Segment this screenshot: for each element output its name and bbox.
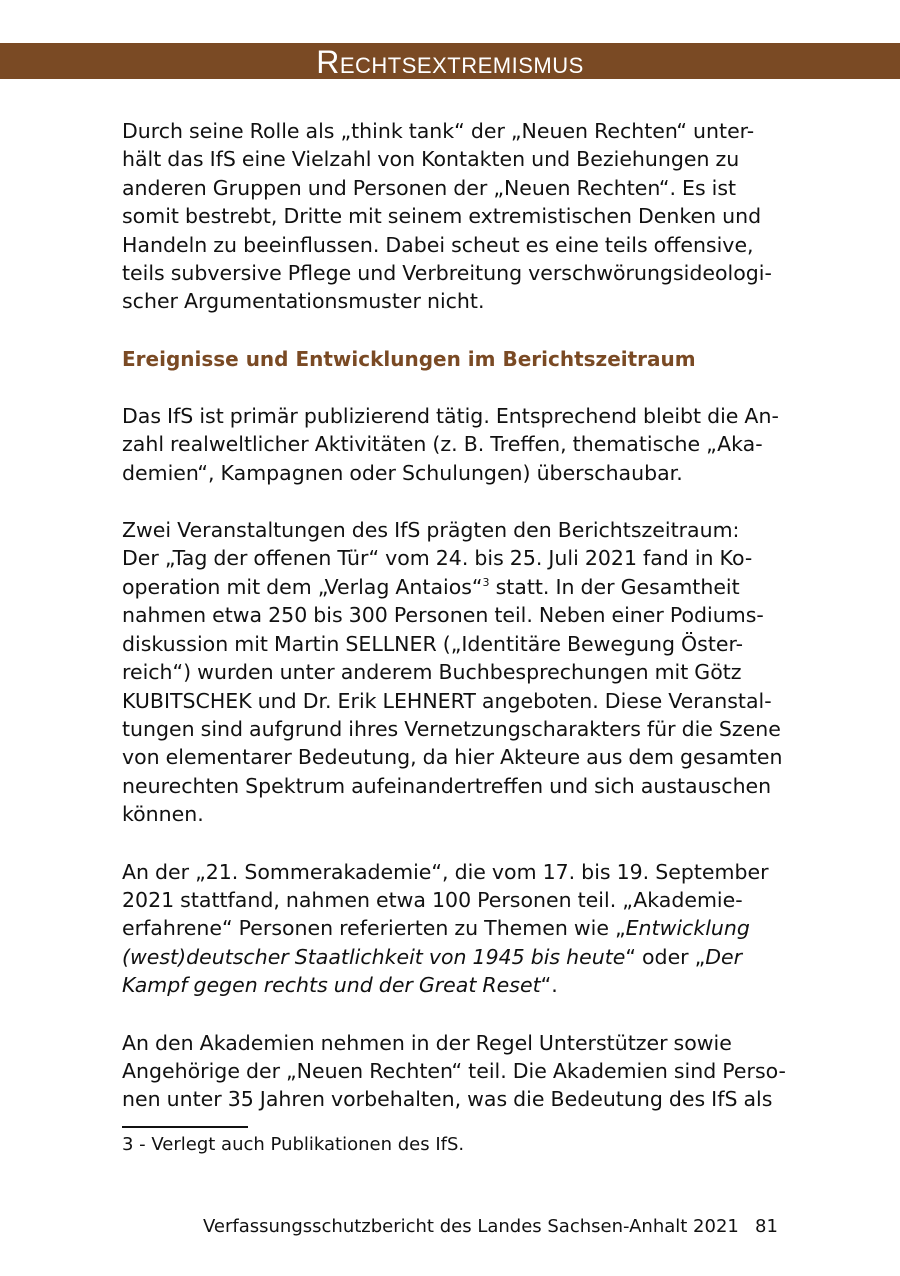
text-segment: operation mit dem „Verlag Antaios“ (122, 574, 483, 599)
text-line: hält das IfS eine Vielzahl von Kontakten und Beziehungen zu (122, 147, 740, 172)
text-line: reich“) wurden unter anderem Buchbesprechungen mit Götz (122, 660, 742, 685)
text-line: Zwei Veranstaltungen des IfS prägten den Berichtszeitraum: (122, 518, 740, 543)
text-line: Das IfS ist primär publizierend tätig. Entsprechend bleibt die An- (122, 403, 779, 428)
text-line: nen unter 35 Jahren vorbehalten, was die Bedeutung des IfS als (122, 1087, 773, 1112)
text-line: neurechten Spektrum aufeinandertreffen und sich austauschen (122, 773, 772, 798)
text-line: teils subversive Pflege und Verbreitung verschwörungsideologi- (122, 261, 772, 286)
text-segment: erfahrene“ Personen referierten zu Themen wie „ (122, 916, 626, 941)
text-line (122, 971, 782, 999)
italic-title: Kampf gegen rechts und der Great Reset (122, 973, 541, 998)
italic-title: Entwicklung (625, 916, 750, 941)
main-content (122, 117, 786, 1114)
text-line (122, 914, 782, 942)
italic-title: Der (705, 944, 743, 969)
section-heading: Ereignisse und Entwicklungen im Berichtszeitraum (122, 346, 696, 371)
footnote-marker: 3 (482, 576, 490, 590)
text-line: können. (122, 802, 204, 827)
text-segment: “ oder „ (625, 944, 706, 969)
text-segment: “. (540, 973, 558, 998)
page-section-title: Rechtsextremismus (316, 44, 584, 80)
text-line: tungen sind aufgrund ihres Vernetzungscharakters für die Szene (122, 716, 781, 741)
paragraph-academies (122, 1029, 786, 1114)
text-line: Handeln zu beeinflussen. Dabei scheut es eine teils offensive, (122, 232, 754, 257)
text-line: zahl realweltlicher Aktivitäten (z. B. Treffen, thematische „Aka- (122, 432, 763, 457)
text-segment: statt. In der Gesamtheit (489, 574, 740, 599)
page-number: 81 (755, 1216, 778, 1237)
text-line: diskussion mit Martin SELLNER („Identitäre Bewegung Öster- (122, 631, 744, 656)
text-line (122, 943, 782, 971)
text-line: scher Argumentationsmuster nicht. (122, 289, 485, 314)
text-line: somit bestrebt, Dritte mit seinem extremistischen Denken und (122, 204, 762, 229)
italic-title: (west)deutscher Staatlichkeit von 1945 bis heute (122, 944, 626, 969)
text-line (122, 573, 782, 601)
paragraph-summer-academy (122, 858, 782, 1000)
text-line: nahmen etwa 250 bis 300 Personen teil. Neben einer Podiums- (122, 603, 764, 628)
text-line: demien“, Kampagnen oder Schulungen) überschaubar. (122, 460, 683, 485)
text-line: Der „Tag der offenen Tür“ vom 24. bis 25. Juli 2021 fand in Ko- (122, 546, 753, 571)
text-line: Angehörige der „Neuen Rechten“ teil. Die Akademien sind Perso- (122, 1058, 786, 1083)
text-line: Durch seine Rolle als „think tank“ der „Neuen Rechten“ unter- (122, 119, 755, 143)
paragraph-intro (122, 117, 782, 316)
text-line: 2021 stattfand, nahmen etwa 100 Personen teil. „Akademie- (122, 887, 743, 912)
paragraph-events (122, 516, 782, 828)
paragraph-activities (122, 402, 782, 487)
text-line: anderen Gruppen und Personen der „Neuen Rechten“. Es ist (122, 175, 737, 200)
footer-publication-title: Verfassungsschutzbericht des Landes Sachsen-Anhalt 2021 (203, 1216, 739, 1237)
footnote-divider (122, 1126, 248, 1128)
text-line: von elementarer Bedeutung, da hier Akteure aus dem gesamten (122, 745, 783, 770)
text-line: An der „21. Sommerakademie“, die vom 17. bis 19. September (122, 859, 769, 884)
text-line: An den Akademien nehmen in der Regel Unterstützer sowie (122, 1030, 732, 1055)
text-line: KUBITSCHEK und Dr. Erik LEHNERT angeboten. Diese Veranstal- (122, 688, 772, 713)
footnote: 3 - Verlegt auch Publikationen des IfS. (122, 1134, 465, 1155)
